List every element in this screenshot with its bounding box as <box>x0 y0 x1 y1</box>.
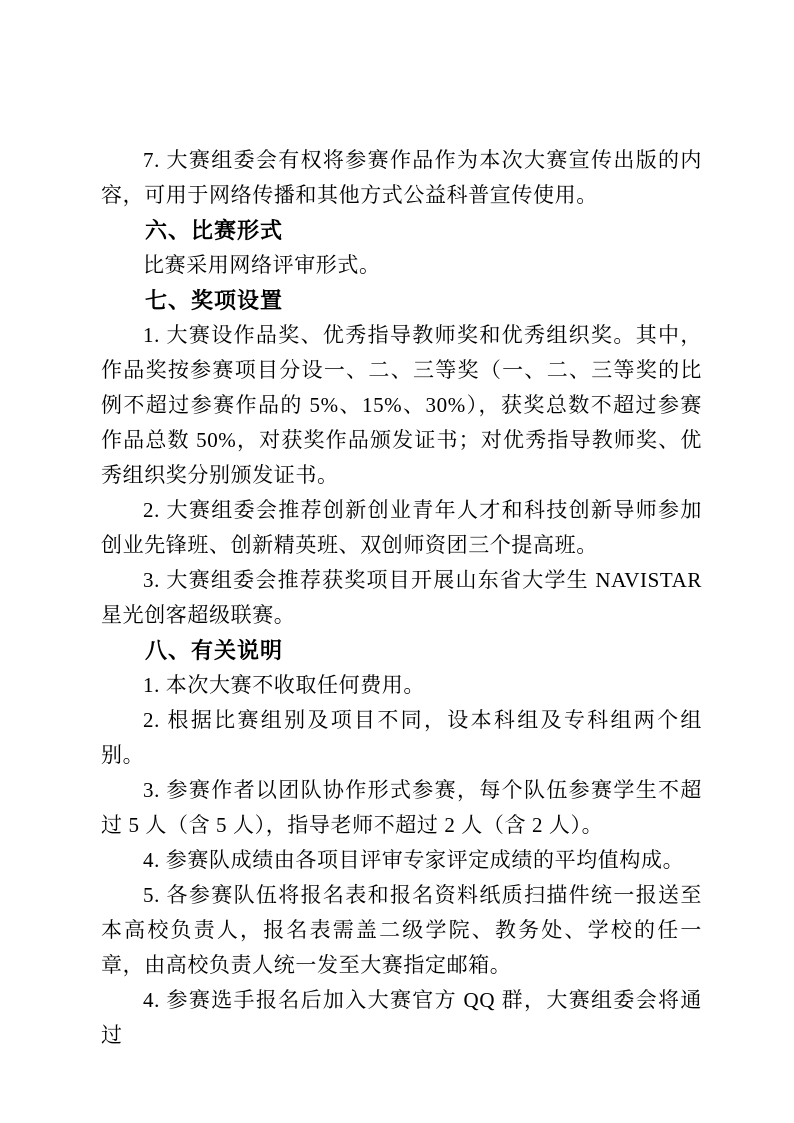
paragraph: 4. 参赛选手报名后加入大赛官方 QQ 群，大赛组委会将通过 <box>101 988 702 1047</box>
paragraph: 4. 参赛队成绩由各项目评审专家评定成绩的平均值构成。 <box>143 848 685 872</box>
paragraph: 7. 大赛组委会有权将参赛作品作为本次大赛宣传出版的内容，可用于网络传播和其他方式公益科普宣传使用。 <box>101 148 702 207</box>
document-body <box>101 143 702 1053</box>
section-heading: 七、奖项设置 <box>145 288 284 313</box>
paragraph: 2. 大赛组委会推荐创新创业青年人才和科技创新导师参加创业先锋班、创新精英班、双创师资团三个提高班。 <box>101 498 702 557</box>
paragraph: 1. 本次大赛不收取任何费用。 <box>143 673 425 697</box>
section-heading: 八、有关说明 <box>145 638 284 663</box>
paragraph: 2. 根据比赛组别及项目不同，设本科组及专科组两个组别。 <box>101 708 702 767</box>
paragraph: 3. 参赛作者以团队协作形式参赛，每个队伍参赛学生不超过 5 人（含 5 人），指导老师不超过 2 人（含 2 人）。 <box>101 778 702 837</box>
paragraph: 3. 大赛组委会推荐获奖项目开展山东省大学生 NAVISTAR 星光创客超级联赛。 <box>101 568 702 627</box>
paragraph: 比赛采用网络评审形式。 <box>143 253 381 277</box>
paragraph: 1. 大赛设作品奖、优秀指导教师奖和优秀组织奖。其中，作品奖按参赛项目分设一、二、三等奖（一、二、三等奖的比例不超过参赛作品的 5%、15%、30%），获奖总数不超过参赛作品总数 50%，对获奖作品颁发证书；对优秀指导教师奖、优秀组织奖分别颁发证书。 <box>101 323 702 487</box>
paragraph: 5. 各参赛队伍将报名表和报名资料纸质扫描件统一报送至本高校负责人，报名表需盖二级学院、教务处、学校的任一章，由高校负责人统一发至大赛指定邮箱。 <box>101 883 702 977</box>
section-heading: 六、比赛形式 <box>145 218 284 243</box>
